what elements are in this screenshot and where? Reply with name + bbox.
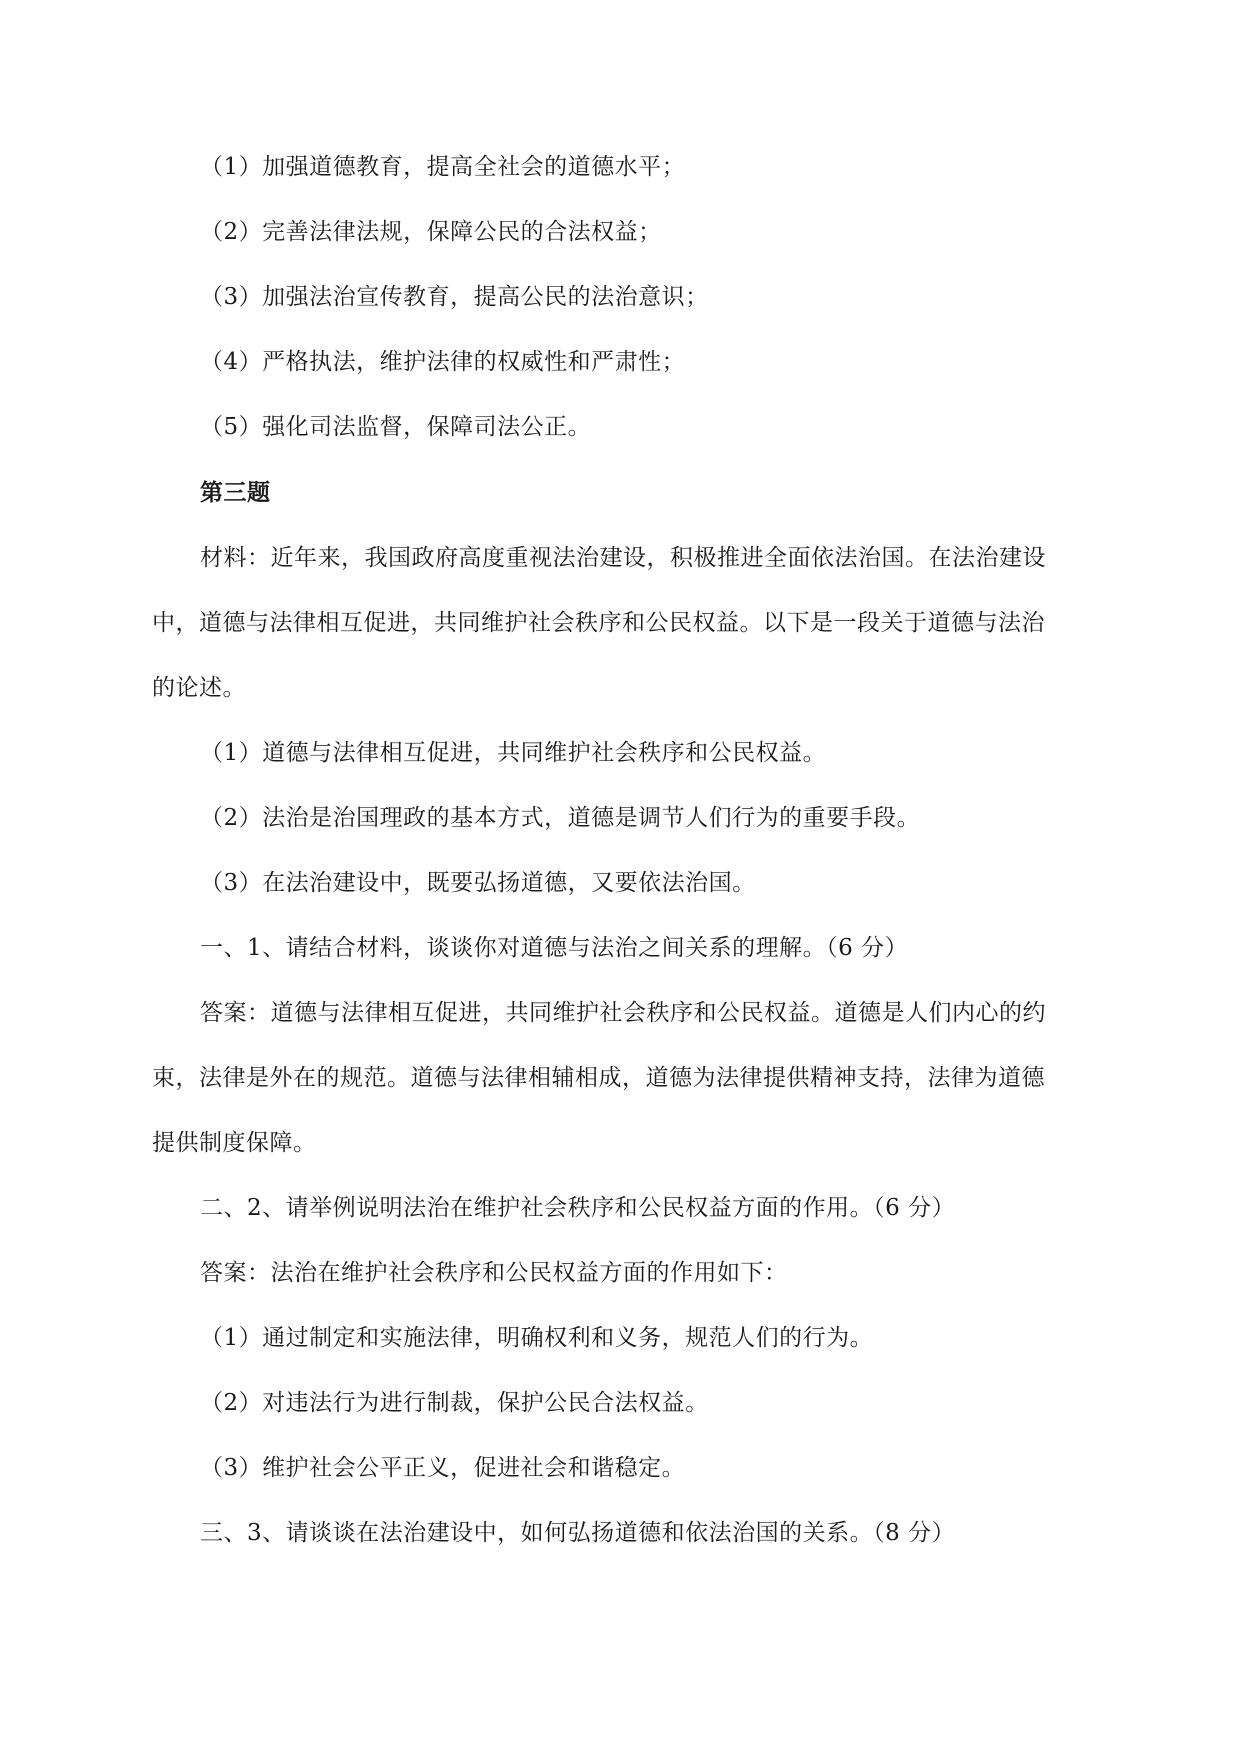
question-2: 二、2、请举例说明法治在维护社会秩序和公民权益方面的作用。（6 分） [200, 1195, 956, 1221]
material-paragraph: 材料：近年来，我国政府高度重视法治建设，积极推进全面依法治国。在法治建设 [200, 545, 1046, 571]
statement: （1）道德与法律相互促进，共同维护社会秩序和公民权益。 [200, 740, 827, 766]
list-item: （5）强化司法监督，保障司法公正。 [200, 414, 592, 440]
answer-1: 束，法律是外在的规范。道德与法律相辅相成，道德为法律提供精神支持，法律为道德 [152, 1065, 1045, 1091]
material-paragraph: 中，道德与法律相互促进，共同维护社会秩序和公民权益。以下是一段关于道德与法治 [152, 610, 1045, 636]
answer-2-point: （1）通过制定和实施法律，明确权利和义务，规范人们的行为。 [200, 1325, 874, 1351]
answer-2-intro: 答案：法治在维护社会秩序和公民权益方面的作用如下： [200, 1260, 788, 1286]
section-title: 第三题 [200, 480, 271, 506]
answer-1: 提供制度保障。 [152, 1130, 317, 1156]
answer-2-point: （2）对违法行为进行制裁，保护公民合法权益。 [200, 1390, 709, 1416]
question-1: 一、1、请结合材料，谈谈你对道德与法治之间关系的理解。（6 分） [200, 935, 909, 961]
list-item: （3）加强法治宣传教育，提高公民的法治意识； [200, 284, 709, 310]
answer-1: 答案：道德与法律相互促进，共同维护社会秩序和公民权益。道德是人们内心的约 [200, 1000, 1046, 1026]
answer-2-point: （3）维护社会公平正义，促进社会和谐稳定。 [200, 1455, 686, 1481]
material-paragraph: 的论述。 [152, 675, 246, 701]
statement: （3）在法治建设中，既要弘扬道德，又要依法治国。 [200, 870, 756, 896]
question-3: 三、3、请谈谈在法治建设中，如何弘扬道德和依法治国的关系。（8 分） [200, 1520, 956, 1546]
list-item: （4）严格执法，维护法律的权威性和严肃性； [200, 349, 686, 375]
list-item: （2）完善法律法规，保障公民的合法权益； [200, 219, 662, 245]
statement: （2）法治是治国理政的基本方式，道德是调节人们行为的重要手段。 [200, 805, 921, 831]
list-item: （1）加强道德教育，提高全社会的道德水平； [200, 154, 686, 180]
